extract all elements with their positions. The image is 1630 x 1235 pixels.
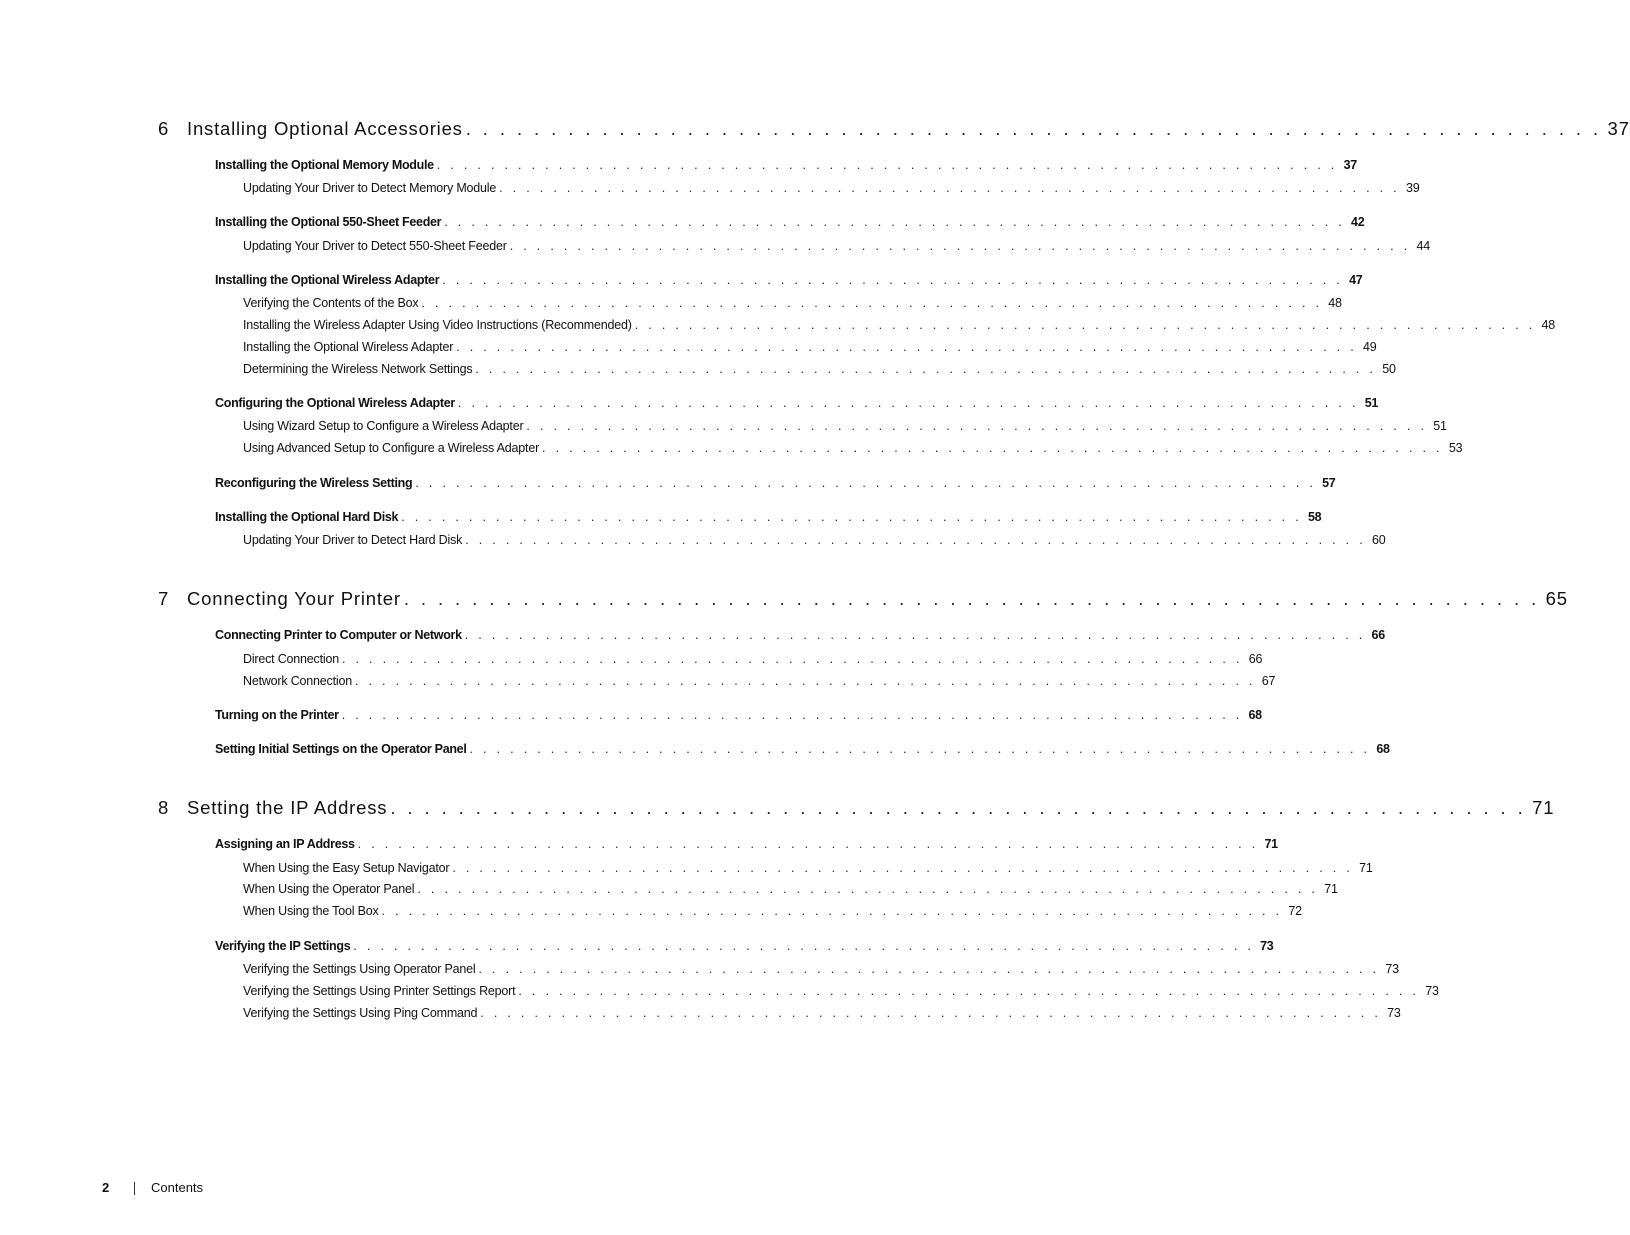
- toc-dot-leader: . . . . . . . . . . . . . . . . . . . . . . . . . . . . . . . . . . . . . . . . . . . . . . . . . . . . . . . . . . . . . . . . . . .: [381, 904, 1283, 918]
- toc-page-number: 37: [1343, 158, 1357, 172]
- toc-subsection-title: Updating Your Driver to Detect Memory Module: [243, 181, 497, 195]
- toc-section-title: Installing the Optional Hard Disk: [215, 510, 399, 524]
- toc-page-number: 66: [1248, 652, 1263, 666]
- toc-page-number: 50: [1382, 362, 1396, 376]
- toc-subsection-entry[interactable]: [243, 1006, 1401, 1024]
- toc-subsection-title: When Using the Tool Box: [243, 904, 379, 918]
- toc-section-entry[interactable]: [215, 628, 1385, 646]
- toc-page-number: 73: [1387, 1006, 1401, 1020]
- toc-subsection-title: When Using the Easy Setup Navigator: [243, 861, 450, 875]
- toc-page-number: 67: [1261, 674, 1276, 688]
- toc-subsection-title: Network Connection: [243, 674, 352, 688]
- toc-subsection-entry[interactable]: [243, 861, 1373, 879]
- toc-dot-leader: . . . . . . . . . . . . . . . . . . . . . . . . . . . . . . . . . . . . . . . . . . . . . . . . . . . . . . . . . . . . . . . . . . .: [444, 215, 1346, 229]
- toc-page-number: 73: [1385, 962, 1399, 976]
- toc-section-entry[interactable]: [215, 476, 1336, 494]
- toc-page-number: 68: [1248, 708, 1262, 722]
- toc-page-number: 65: [1545, 588, 1568, 609]
- toc-page-number: 49: [1362, 340, 1377, 354]
- toc-page-number: 71: [1324, 882, 1338, 896]
- toc-dot-leader: . . . . . . . . . . . . . . . . . . . . . . . . . . . . . . . . . . . . . . . . . . . . . . . . . . . . . . . . . . . . . . . . . . .: [465, 533, 1366, 547]
- toc-subsection-entry[interactable]: [243, 984, 1439, 1002]
- toc-page-number: 68: [1376, 742, 1390, 756]
- toc-page-number: 51: [1433, 419, 1447, 433]
- toc-page-number: 72: [1288, 904, 1302, 918]
- toc-subsection-entry[interactable]: [243, 419, 1447, 437]
- toc-section-entry[interactable]: [215, 215, 1365, 233]
- toc-section-title: Installing the Optional 550-Sheet Feeder: [215, 215, 442, 229]
- toc-dot-leader: . . . . . . . . . . . . . . . . . . . . . . . . . . . . . . . . . . . . . . . . . . . . . . . . . . . . . . . . . . . . . . . . . . .: [390, 797, 1527, 818]
- toc-chapter-title: Installing Optional Accessories: [187, 118, 463, 139]
- toc-dot-leader: . . . . . . . . . . . . . . . . . . . . . . . . . . . . . . . . . . . . . . . . . . . . . . . . . . . . . . . . . . . . . . . . . . .: [634, 318, 1536, 332]
- toc-dot-leader: . . . . . . . . . . . . . . . . . . . . . . . . . . . . . . . . . . . . . . . . . . . . . . . . . . . . . . . . . . . . . . . . . . .: [357, 837, 1259, 851]
- toc-dot-leader: . . . . . . . . . . . . . . . . . . . . . . . . . . . . . . . . . . . . . . . . . . . . . . . . . . . . . . . . . . . . . . . . . . .: [480, 1006, 1382, 1020]
- toc-subsection-title: Using Wizard Setup to Configure a Wireless Adapter: [243, 419, 524, 433]
- toc-subsection-title: Verifying the Settings Using Printer Settings Report: [243, 984, 516, 998]
- toc-page-number: 71: [1359, 861, 1373, 875]
- toc-section-entry[interactable]: [215, 158, 1357, 176]
- toc-subsection-entry[interactable]: [243, 674, 1276, 692]
- toc-chapter-number: 8: [158, 797, 170, 818]
- toc-chapter-title: Connecting Your Printer: [187, 588, 401, 609]
- toc-dot-leader: . . . . . . . . . . . . . . . . . . . . . . . . . . . . . . . . . . . . . . . . . . . . . . . . . . . . . . . . . . . . . . . . . . .: [452, 861, 1354, 875]
- toc-dot-leader: . . . . . . . . . . . . . . . . . . . . . . . . . . . . . . . . . . . . . . . . . . . . . . . . . . . . . . . . . . . . . . . . . . .: [509, 239, 1411, 253]
- footer-label: Contents: [151, 1180, 204, 1195]
- toc-subsection-entry[interactable]: [243, 882, 1338, 900]
- toc-chapter-entry[interactable]: [158, 588, 1568, 614]
- toc-dot-leader: . . . . . . . . . . . . . . . . . . . . . . . . . . . . . . . . . . . . . . . . . . . . . . . . . . . . . . . . . . . . . . . . . . .: [341, 708, 1243, 722]
- toc-subsection-title: Using Advanced Setup to Configure a Wireless Adapter: [243, 441, 540, 455]
- toc-page-number: 37: [1607, 118, 1630, 139]
- toc-page-number: 60: [1371, 533, 1386, 547]
- toc-subsection-title: Determining the Wireless Network Settings: [243, 362, 473, 376]
- toc-subsection-entry[interactable]: [243, 181, 1420, 199]
- toc-dot-leader: . . . . . . . . . . . . . . . . . . . . . . . . . . . . . . . . . . . . . . . . . . . . . . . . . . . . . . . . . . . . . . . . . . .: [475, 362, 1377, 376]
- toc-subsection-entry[interactable]: [243, 340, 1377, 358]
- toc-dot-leader: . . . . . . . . . . . . . . . . . . . . . . . . . . . . . . . . . . . . . . . . . . . . . . . . . . . . . . . . . . . . . . . . . . .: [465, 118, 1602, 139]
- toc-subsection-entry[interactable]: [243, 362, 1396, 380]
- toc-subsection-entry[interactable]: [243, 962, 1399, 980]
- toc-section-entry[interactable]: [215, 742, 1390, 760]
- toc-page-number: 53: [1448, 441, 1463, 455]
- toc-page-number: 48: [1328, 296, 1342, 310]
- toc-subsection-entry[interactable]: [243, 533, 1386, 551]
- toc-page-number: 44: [1416, 239, 1430, 253]
- toc-dot-leader: . . . . . . . . . . . . . . . . . . . . . . . . . . . . . . . . . . . . . . . . . . . . . . . . . . . . . . . . . . . . . . . . . . .: [456, 340, 1357, 354]
- toc-dot-leader: . . . . . . . . . . . . . . . . . . . . . . . . . . . . . . . . . . . . . . . . . . . . . . . . . . . . . . . . . . . . . . . . . . .: [436, 158, 1338, 172]
- toc-page-number: 58: [1307, 510, 1322, 524]
- toc-dot-leader: . . . . . . . . . . . . . . . . . . . . . . . . . . . . . . . . . . . . . . . . . . . . . . . . . . . . . . . . . . . . . . . . . . .: [442, 273, 1344, 287]
- toc-page-number: 57: [1322, 476, 1336, 490]
- toc-subsection-entry[interactable]: [243, 239, 1430, 257]
- toc-section-title: Turning on the Printer: [215, 708, 339, 722]
- toc-dot-leader: . . . . . . . . . . . . . . . . . . . . . . . . . . . . . . . . . . . . . . . . . . . . . . . . . . . . . . . . . . . . . . . . . . .: [469, 742, 1371, 756]
- toc-chapter-entry[interactable]: [158, 118, 1630, 144]
- toc-section-entry[interactable]: [215, 939, 1274, 957]
- toc-dot-leader: . . . . . . . . . . . . . . . . . . . . . . . . . . . . . . . . . . . . . . . . . . . . . . . . . . . . . . . . . . . . . . . . . . .: [353, 939, 1255, 953]
- toc-section-entry[interactable]: [215, 273, 1363, 291]
- toc-dot-leader: . . . . . . . . . . . . . . . . . . . . . . . . . . . . . . . . . . . . . . . . . . . . . . . . . . . . . . . . . . . . . . . . . . .: [464, 628, 1366, 642]
- toc-section-title: Assigning an IP Address: [215, 837, 355, 851]
- toc-section-entry[interactable]: [215, 708, 1262, 726]
- toc-section-title: Setting Initial Settings on the Operator Panel: [215, 742, 467, 756]
- footer-page-number: 2: [102, 1180, 110, 1195]
- toc-section-entry[interactable]: [215, 396, 1379, 414]
- toc-subsection-title: Verifying the Contents of the Box: [243, 296, 419, 310]
- toc-subsection-title: Direct Connection: [243, 652, 339, 666]
- toc-dot-leader: . . . . . . . . . . . . . . . . . . . . . . . . . . . . . . . . . . . . . . . . . . . . . . . . . . . . . . . . . . . . . . . . . . .: [542, 441, 1443, 455]
- toc-section-entry[interactable]: [215, 510, 1322, 528]
- toc-chapter-number: 7: [158, 588, 170, 609]
- toc-dot-leader: . . . . . . . . . . . . . . . . . . . . . . . . . . . . . . . . . . . . . . . . . . . . . . . . . . . . . . . . . . . . . . . . . . .: [499, 181, 1400, 195]
- toc-subsection-title: Installing the Optional Wireless Adapter: [243, 340, 454, 354]
- toc-dot-leader: . . . . . . . . . . . . . . . . . . . . . . . . . . . . . . . . . . . . . . . . . . . . . . . . . . . . . . . . . . . . . . . . . . .: [478, 962, 1380, 976]
- toc-page-number: 71: [1532, 797, 1555, 818]
- toc-page-number: 47: [1349, 273, 1363, 287]
- toc-dot-leader: . . . . . . . . . . . . . . . . . . . . . . . . . . . . . . . . . . . . . . . . . . . . . . . . . . . . . . . . . . . . . . . . . . .: [526, 419, 1428, 433]
- toc-chapter-number: 6: [158, 118, 170, 139]
- toc-dot-leader: . . . . . . . . . . . . . . . . . . . . . . . . . . . . . . . . . . . . . . . . . . . . . . . . . . . . . . . . . . . . . . . . . . .: [401, 510, 1302, 524]
- toc-page-number: 71: [1264, 837, 1278, 851]
- toc-page-number: 42: [1351, 215, 1365, 229]
- toc-subsection-title: Updating Your Driver to Detect 550-Sheet Feeder: [243, 239, 507, 253]
- toc-section-title: Reconfiguring the Wireless Setting: [215, 476, 413, 490]
- toc-page-number: 39: [1405, 181, 1420, 195]
- toc-dot-leader: . . . . . . . . . . . . . . . . . . . . . . . . . . . . . . . . . . . . . . . . . . . . . . . . . . . . . . . . . . . . . . . . . . .: [518, 984, 1420, 998]
- footer-divider: [134, 1182, 135, 1195]
- toc-dot-leader: . . . . . . . . . . . . . . . . . . . . . . . . . . . . . . . . . . . . . . . . . . . . . . . . . . . . . . . . . . . . . . . . . . .: [341, 652, 1243, 666]
- toc-page-number: 73: [1260, 939, 1274, 953]
- toc-subsection-entry[interactable]: [243, 652, 1263, 670]
- toc-dot-leader: . . . . . . . . . . . . . . . . . . . . . . . . . . . . . . . . . . . . . . . . . . . . . . . . . . . . . . . . . . . . . . . . . . .: [403, 588, 1540, 609]
- toc-dot-leader: . . . . . . . . . . . . . . . . . . . . . . . . . . . . . . . . . . . . . . . . . . . . . . . . . . . . . . . . . . . . . . . . . . .: [417, 882, 1319, 896]
- toc-page-number: 73: [1425, 984, 1439, 998]
- toc-section-title: Verifying the IP Settings: [215, 939, 351, 953]
- toc-chapter-title: Setting the IP Address: [187, 797, 388, 818]
- toc-section-title: Configuring the Optional Wireless Adapter: [215, 396, 455, 410]
- toc-dot-leader: . . . . . . . . . . . . . . . . . . . . . . . . . . . . . . . . . . . . . . . . . . . . . . . . . . . . . . . . . . . . . . . . . . .: [415, 476, 1317, 490]
- toc-subsection-entry[interactable]: [243, 441, 1463, 459]
- toc-page-number: 66: [1371, 628, 1385, 642]
- toc-subsection-entry[interactable]: [243, 318, 1556, 336]
- toc-section-entry[interactable]: [215, 837, 1278, 855]
- toc-section-title: Connecting Printer to Computer or Network: [215, 628, 462, 642]
- toc-dot-leader: . . . . . . . . . . . . . . . . . . . . . . . . . . . . . . . . . . . . . . . . . . . . . . . . . . . . . . . . . . . . . . . . . . .: [421, 296, 1323, 310]
- toc-subsection-title: Updating Your Driver to Detect Hard Disk: [243, 533, 463, 547]
- toc-subsection-title: Verifying the Settings Using Operator Panel: [243, 962, 476, 976]
- toc-page-number: 48: [1541, 318, 1556, 332]
- toc-section-title: Installing the Optional Memory Module: [215, 158, 434, 172]
- toc-chapter-entry[interactable]: [158, 797, 1555, 823]
- toc-dot-leader: . . . . . . . . . . . . . . . . . . . . . . . . . . . . . . . . . . . . . . . . . . . . . . . . . . . . . . . . . . . . . . . . . . .: [354, 674, 1256, 688]
- toc-dot-leader: . . . . . . . . . . . . . . . . . . . . . . . . . . . . . . . . . . . . . . . . . . . . . . . . . . . . . . . . . . . . . . . . . . .: [457, 396, 1359, 410]
- toc-page-number: 51: [1364, 396, 1379, 410]
- toc-subsection-title: When Using the Operator Panel: [243, 882, 415, 896]
- toc-subsection-entry[interactable]: [243, 296, 1342, 314]
- toc-subsection-entry[interactable]: [243, 904, 1302, 922]
- toc-section-title: Installing the Optional Wireless Adapter: [215, 273, 440, 287]
- toc-subsection-title: Verifying the Settings Using Ping Command: [243, 1006, 478, 1020]
- toc-subsection-title: Installing the Wireless Adapter Using Video Instructions (Recommended): [243, 318, 632, 332]
